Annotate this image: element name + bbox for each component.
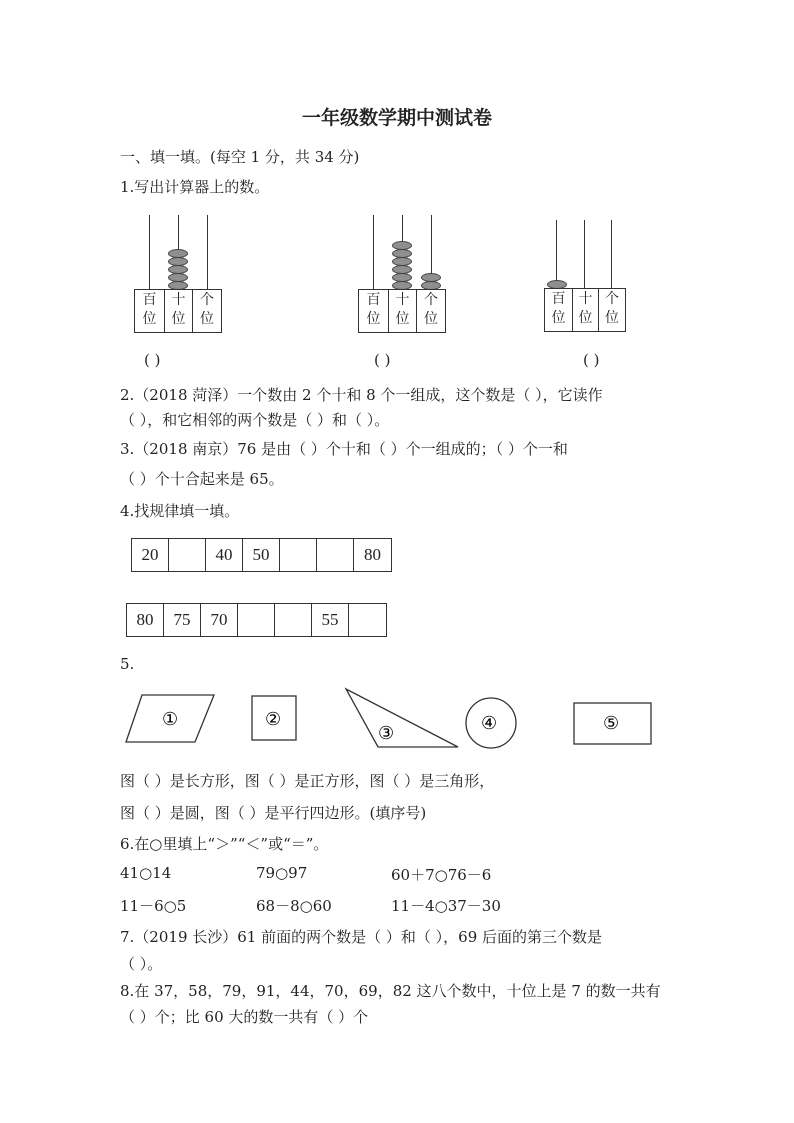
place-tens: 十 位 (388, 290, 416, 332)
question-1-text: 1.写出计算器上的数。 (120, 178, 270, 196)
sequence-cell: 20 (132, 539, 169, 571)
abacus-2 (358, 215, 446, 333)
question-3-line-2: （ ）个十合起来是 65。 (120, 470, 284, 488)
abacus-bead (392, 273, 412, 282)
sequence-cell: 80 (364, 545, 381, 564)
abacus-rod (584, 220, 585, 288)
shape-label-5: ⑤ (603, 713, 620, 734)
sequence-cell-blank[interactable] (238, 604, 275, 636)
sequence-cell: 55 (312, 604, 349, 636)
question-5-text: 5. (120, 655, 135, 673)
abacus-bead (168, 265, 188, 274)
question-2-line-2: （ ），和它相邻的两个数是（ ）和（ ）。 (120, 411, 390, 429)
abacus-rod (611, 220, 612, 288)
abacus-bead (392, 241, 412, 250)
place-hundreds: 百 位 (142, 292, 157, 327)
abacus-rod (373, 215, 374, 290)
sequence-cell: 75 (164, 604, 201, 636)
shape-label-1: ① (162, 709, 179, 730)
shape-label-3: ③ (378, 723, 395, 744)
compare-item-5: 68－8○60 (256, 897, 332, 915)
question-3-line-1: 3.（2018 南京）76 是由（ ）个十和（ ）个一组成的；（ ）个一和 (120, 440, 568, 458)
compare-item-6: 11－4○37－30 (391, 897, 501, 915)
place-tens: 十 位 (572, 289, 598, 331)
question-2-line-1: 2.（2018 菏泽）一个数由 2 个十和 8 个一组成，这个数是（ ），它读作 (120, 386, 603, 404)
compare-item-1: 41○14 (120, 864, 172, 882)
compare-item-4: 11－6○5 (120, 897, 187, 915)
answer-blank-2[interactable]: ( ) (374, 351, 391, 369)
sequence-cell: 40 (206, 539, 243, 571)
question-4-text: 4.找规律填一填。 (120, 502, 240, 520)
question-8-line-2: （ ）个；比 60 大的数一共有（ ）个 (120, 1008, 369, 1026)
sequence-cell-blank[interactable] (275, 604, 312, 636)
sequence-cell-blank[interactable] (317, 539, 354, 571)
shape-label-4: ④ (481, 713, 498, 734)
shapes-figure (120, 685, 665, 755)
place-tens: 十 位 (164, 290, 192, 332)
place-hundreds: 百 位 (551, 291, 566, 326)
abacus-3 (544, 220, 630, 332)
abacus-rod (149, 215, 150, 290)
place-ones: 个 位 (416, 290, 445, 332)
question-7-line-2: （ ）。 (120, 955, 163, 973)
question-8-line-1: 8.在 37，58，79，91，44，70，69，82 这八个数中，十位上是 7 的数一共有 (120, 982, 661, 1000)
abacus-1 (134, 215, 222, 333)
question-6-text: 6.在○里填上“＞”“＜”或“＝”。 (120, 835, 329, 853)
place-value-box (544, 288, 626, 332)
place-ones: 个 位 (598, 289, 625, 331)
sequence-cell: 50 (243, 539, 280, 571)
abacus-rod (556, 220, 557, 288)
place-hundreds: 百 位 (366, 292, 381, 327)
section-heading: 一、填一填。(每空 1 分，共 34 分) (120, 148, 360, 166)
sequence-cell-blank[interactable] (280, 539, 317, 571)
question-5-line-2: 图（ ）是圆，图（ ）是平行四边形。(填序号) (120, 804, 427, 822)
compare-item-3: 60＋7○76－6 (391, 866, 492, 884)
abacus-bead (392, 257, 412, 266)
page-title: 一年级数学期中测试卷 (301, 107, 492, 129)
sequence-cell: 80 (127, 604, 164, 636)
place-value-box (358, 289, 446, 333)
abacus-rod (207, 215, 208, 290)
abacus-bead (421, 273, 441, 282)
abacus-bead (168, 257, 188, 266)
abacus-bead (168, 249, 188, 258)
place-ones: 个 位 (192, 290, 221, 332)
compare-item-2: 79○97 (256, 864, 308, 882)
sequence-cell: 70 (201, 604, 238, 636)
sequence-cell-blank[interactable] (349, 604, 386, 636)
answer-blank-3[interactable]: ( ) (583, 351, 600, 369)
abacus-bead (168, 273, 188, 282)
abacus-bead (392, 265, 412, 274)
question-7-line-1: 7.（2019 长沙）61 前面的两个数是（ ）和（ ），69 后面的第三个数是 (120, 928, 603, 946)
sequence-row-1 (131, 538, 392, 572)
triangle-shape (346, 689, 458, 747)
sequence-row-2 (126, 603, 387, 637)
abacus-bead (392, 249, 412, 258)
shape-label-2: ② (265, 709, 282, 730)
sequence-cell-blank[interactable] (169, 539, 206, 571)
place-value-box (134, 289, 222, 333)
answer-blank-1[interactable]: ( ) (144, 351, 161, 369)
question-5-line-1: 图（ ）是长方形，图（ ）是正方形，图（ ）是三角形， (120, 772, 495, 790)
